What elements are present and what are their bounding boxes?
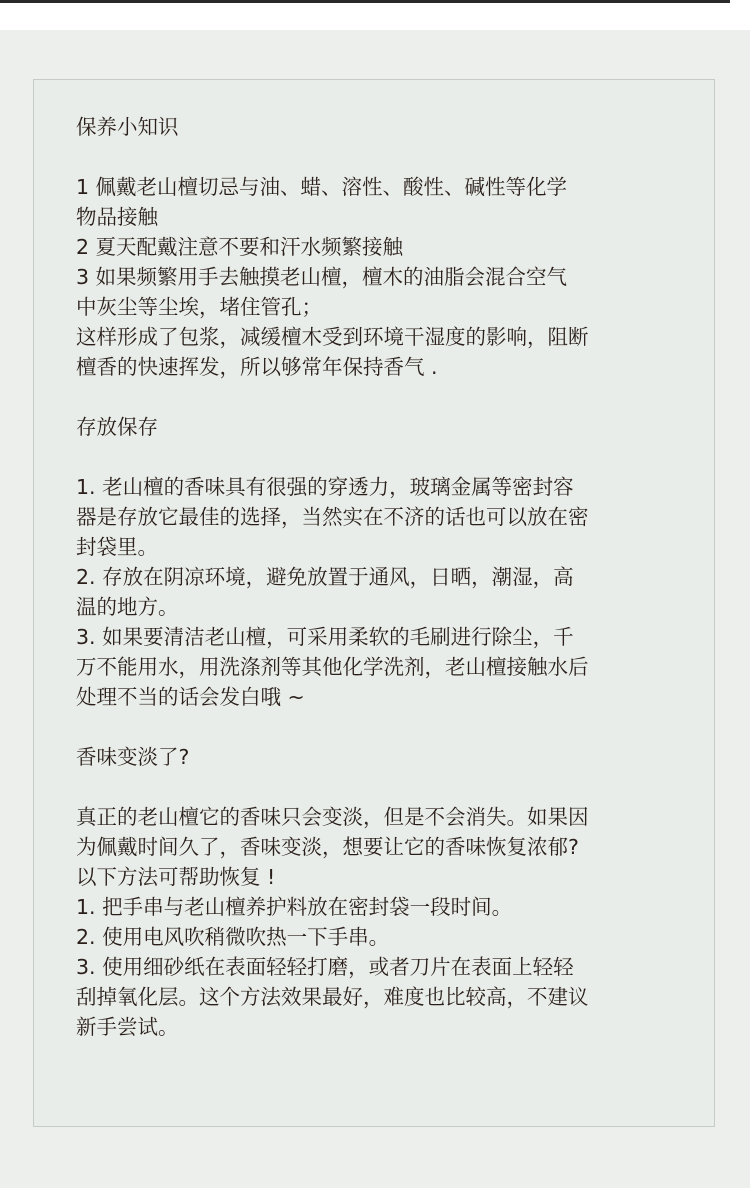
storage-tip-3-line-2: 万不能用水，用洗涤剂等其他化学洗剂，老山檀接触水后	[76, 655, 589, 679]
blank-line	[76, 712, 676, 742]
care-tip-3-line-4: 檀香的快速挥发，所以够常年保持香气 .	[76, 355, 438, 379]
storage-tip-1-line-1: 1. 老山檀的香味具有很强的穿透力，玻璃金属等密封容	[76, 475, 574, 499]
storage-tip-1-line-2: 器是存放它最佳的选择，当然实在不济的话也可以放在密	[76, 505, 589, 529]
fading-intro-line-3: 以下方法可帮助恢复 !	[76, 865, 276, 889]
fading-tip-3-line-2: 刮掉氧化层。这个方法效果最好，难度也比较高，不建议	[76, 985, 589, 1009]
care-tip-1-line-2: 物品接触	[76, 205, 158, 229]
storage-tip-1-line-3: 封袋里。	[76, 535, 158, 559]
care-tip-3-line-1: 3 如果频繁用手去触摸老山檀，檀木的油脂会混合空气	[76, 265, 568, 289]
top-strip	[0, 0, 750, 30]
top-divider-line	[0, 0, 730, 3]
fading-intro-line-2: 为佩戴时间久了，香味变淡，想要让它的香味恢复浓郁?	[76, 835, 579, 859]
blank-line	[76, 382, 676, 412]
care-tip-3-line-2: 中灰尘等尘埃，堵住管孔；	[76, 295, 322, 319]
fading-tip-2: 2. 使用电风吹稍微吹热一下手串。	[76, 925, 390, 949]
storage-tip-2-line-1: 2. 存放在阴凉环境，避免放置于通风，日晒，潮湿，高	[76, 565, 574, 589]
storage-tip-3-line-1: 3. 如果要清洁老山檀，可采用柔软的毛刷进行除尘，千	[76, 625, 574, 649]
fading-intro-line-1: 真正的老山檀它的香味只会变淡，但是不会消失。如果因	[76, 805, 589, 829]
blank-line	[76, 772, 676, 802]
care-tip-3-line-3: 这样形成了包浆，减缓檀木受到环境干湿度的影响，阻断	[76, 325, 589, 349]
section-title-storage: 存放保存	[76, 415, 158, 439]
storage-tip-2-line-2: 温的地方。	[76, 595, 179, 619]
blank-line	[76, 142, 676, 172]
storage-tip-3-line-3: 处理不当的话会发白哦 ~	[76, 685, 305, 709]
fading-tip-1: 1. 把手串与老山檀养护料放在密封袋一段时间。	[76, 895, 513, 919]
care-tips-content	[76, 112, 676, 1042]
section-title-care: 保养小知识	[76, 115, 179, 139]
care-tip-1-line-1: 1 佩戴老山檀切忌与油、蜡、溶性、酸性、碱性等化学	[76, 175, 568, 199]
care-tip-2: 2 夏天配戴注意不要和汗水频繁接触	[76, 235, 404, 259]
fading-tip-3-line-3: 新手尝试。	[76, 1015, 179, 1039]
fading-tip-3-line-1: 3. 使用细砂纸在表面轻轻打磨，或者刀片在表面上轻轻	[76, 955, 574, 979]
section-title-fading: 香味变淡了?	[76, 745, 190, 769]
blank-line	[76, 442, 676, 472]
